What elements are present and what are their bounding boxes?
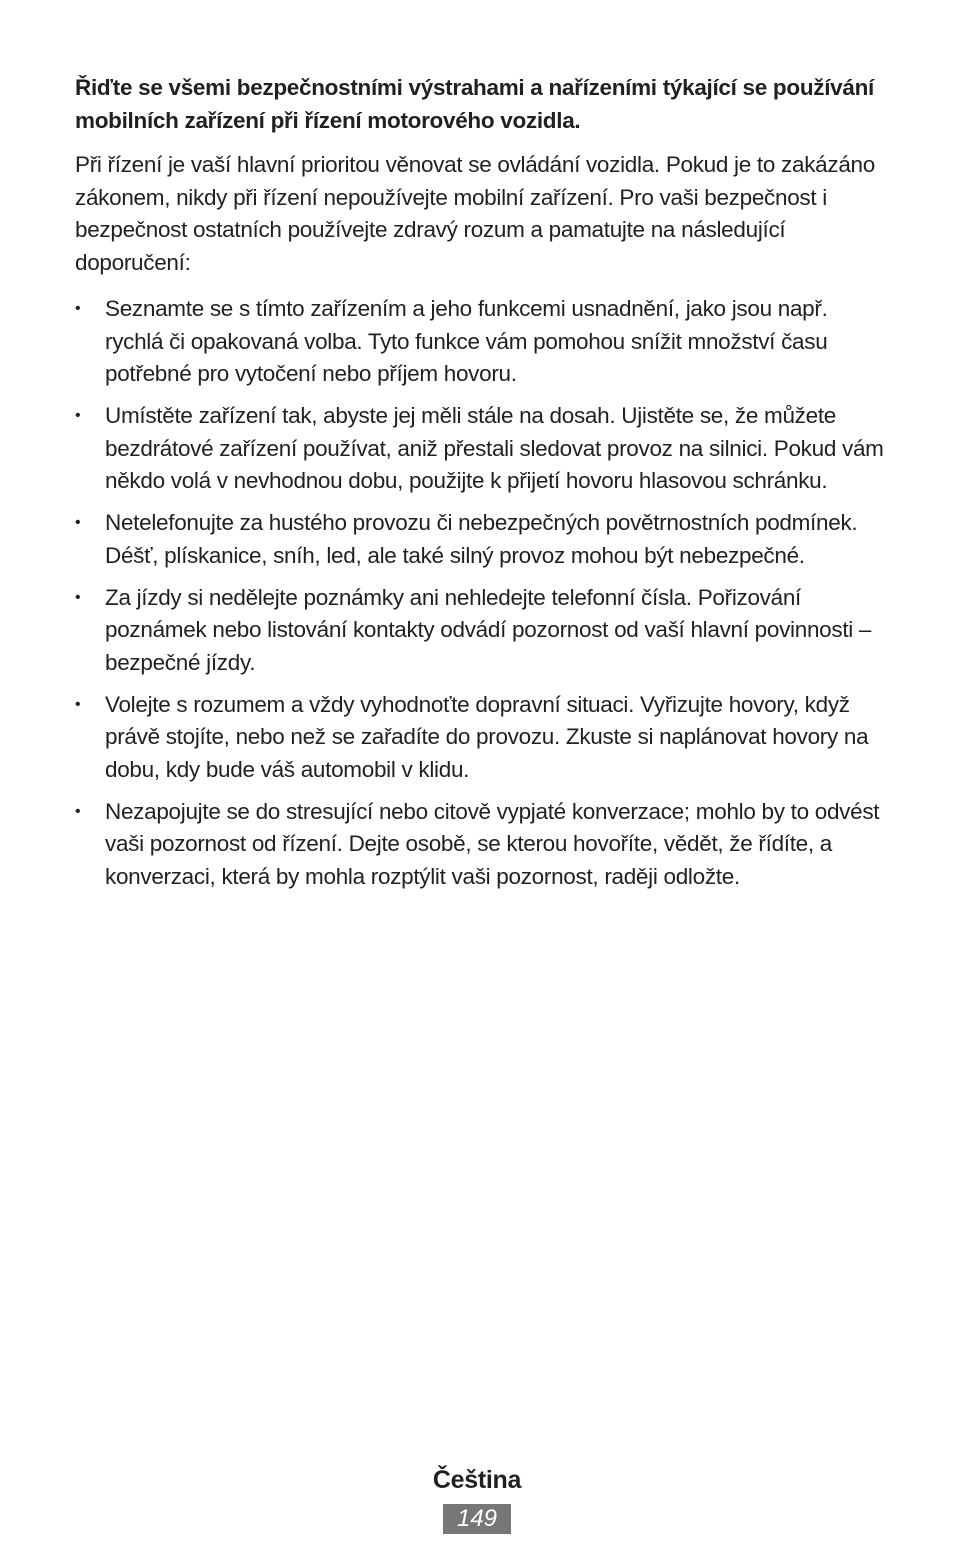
bullet-icon: • (75, 514, 81, 531)
list-item-text: Za jízdy si nedělejte poznámky ani nehledejte telefonní čísla. Pořizování poznámek nebo listování kontakty odvádí pozornost od vaší hlavní povinnosti – bezpečné jízdy. (105, 584, 872, 675)
page-footer (0, 1462, 954, 1534)
intro-paragraph: Při řízení je vaší hlavní prioritou věnovat se ovládání vozidla. Pokud je to zakázáno zákonem, nikdy při řízení nepoužívejte mobilní zařízení. Pro vaši bezpečnost i bezpečnost ostatních používejte zdravý rozum a pamatujte na následující doporučení: (75, 152, 875, 275)
list-item (75, 689, 890, 787)
list-item (75, 293, 890, 391)
document-body (75, 72, 890, 903)
list-item-text: Umístěte zařízení tak, abyste jej měli stále na dosah. Ujistěte se, že můžete bezdrátové zařízení používat, aniž přestali sledovat provoz na silnici. Pokud vám někdo volá v nevhodnou dobu, použijte k přijetí hovoru hlasovou schránku. (105, 403, 884, 493)
bullet-icon: • (75, 695, 81, 713)
bullet-icon: • (75, 300, 81, 317)
language-label: Čeština (432, 1466, 522, 1494)
list-item (75, 400, 890, 498)
list-item-text: Volejte s rozumem a vždy vyhodnoťte dopravní situaci. Vyřizujte hovory, když právě stojíte, nebo než se zařadíte do provozu. Zkuste si naplánovat hovory na dobu, kdy bude váš automobil v klidu. (105, 691, 869, 782)
bullet-icon: • (75, 588, 81, 606)
section-heading: Řiďte se všemi bezpečnostními výstrahami a nařízeními týkající se používání mobilních zařízení při řízení motorového vozidla. (75, 75, 874, 133)
page-number: 149 (443, 1504, 511, 1534)
bullet-icon: • (75, 407, 81, 424)
list-item (75, 582, 890, 680)
list-item-text: Netelefonujte za hustého provozu či nebezpečných povětrnostních podmínek. Déšť, plískanice, sníh, led, ale také silný provoz mohou být nebezpečné. (105, 510, 858, 568)
list-item (75, 507, 890, 572)
bullet-icon: • (75, 802, 81, 820)
list-item-text: Nezapojujte se do stresující nebo citově vypjaté konverzace; mohlo by to odvést vaši pozornost od řízení. Dejte osobě, se kterou hovoříte, vědět, že řídíte, a konverzaci, která by mohla rozptýlit vaši pozornost, raději odložte. (105, 798, 880, 889)
list-item-text: Seznamte se s tímto zařízením a jeho funkcemi usnadnění, jako jsou např. rychlá či opakovaná volba. Tyto funkce vám pomohou snížit množství času potřebné pro vytočení nebo příjem hovoru. (105, 296, 828, 386)
list-item (75, 796, 890, 894)
safety-tips-list (75, 293, 890, 893)
